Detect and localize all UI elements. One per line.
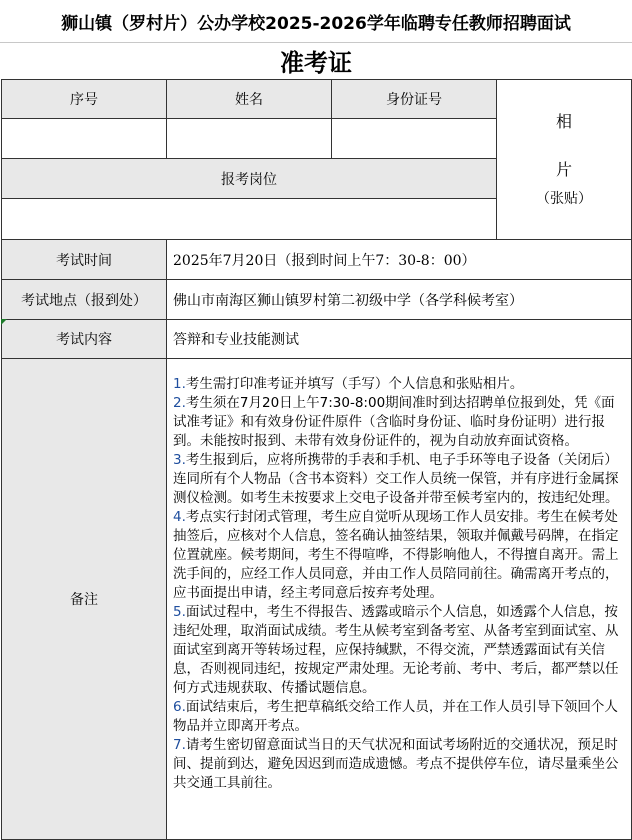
remark-item — [173, 736, 623, 793]
remarks-list — [173, 375, 623, 793]
ticket-heading: 准考证 — [280, 48, 352, 77]
photo-char-1: 相 — [555, 111, 572, 131]
remark-number: 4. — [173, 509, 186, 525]
remark-text: 考生需打印准考证并填写（手写）个人信息和张贴相片。 — [185, 376, 524, 392]
remark-item — [173, 394, 623, 451]
exam-content-value: 答辩和专业技能测试 — [166, 319, 632, 359]
serial-value-field[interactable] — [1, 118, 167, 159]
remark-number: 2. — [173, 395, 186, 411]
remarks-label: 备注 — [1, 358, 167, 840]
id-number-header: 身份证号 — [331, 79, 497, 119]
remark-number: 6. — [173, 699, 186, 715]
exam-place-label: 考试地点（报到处） — [1, 279, 167, 320]
exam-time-value: 2025年7月20日（报到时间上午7：30-8：00） — [166, 239, 632, 280]
remark-item — [173, 698, 623, 736]
remark-number: 3. — [173, 452, 186, 468]
remark-item — [173, 375, 623, 394]
exam-place-value: 佛山市南海区狮山镇罗村第二初级中学（各学科候考室） — [166, 279, 632, 320]
remark-number: 5. — [173, 604, 186, 620]
photo-note: （张贴） — [536, 190, 592, 207]
remark-text: 请考生密切留意面试当日的天气状况和面试考场附近的交通状况，预足时间、提前到达，避免因迟到而造成遗憾。考点不提供停车位，请尽量乘坐公共交通工具前往。 — [173, 737, 619, 791]
remark-number: 7. — [173, 737, 186, 753]
exam-content-label: 考试内容 — [1, 319, 167, 359]
remarks-content — [166, 358, 632, 840]
remark-text: 考生须在7月20日上午7:30-8:00期间准时到达招聘单位报到处，凭《面试准考证》和有效身份证件原件（含临时身份证、临时身份证明）进行报到。未能按时报到、未带有效身份证件的，视为自动放弃面试资格。 — [173, 395, 615, 449]
id-number-value-field[interactable] — [331, 118, 497, 159]
remark-text: 面试结束后，考生把草稿纸交给工作人员，并在工作人员引导下领回个人物品并立即离开考点。 — [173, 699, 618, 734]
remark-item — [173, 508, 623, 603]
remark-item — [173, 603, 623, 698]
remark-item — [173, 451, 623, 508]
cell-comment-marker — [1, 319, 7, 325]
name-header: 姓名 — [166, 79, 332, 119]
position-value-field[interactable] — [1, 198, 497, 240]
remark-text: 考点实行封闭式管理，考生应自觉听从现场工作人员安排。考生在候考处抽签后，应核对个人信息，签名确认抽签结果，领取并佩戴号码牌，在指定位置就座。候考期间，考生不得喧哗，不得影响他人，不得擅自离开。需上洗手间的，应经工作人员同意，并由工作人员陪同前往。确需离开考点的，应书面提出申请，经主考同意后按弃考处理。 — [173, 509, 619, 601]
remark-text: 面试过程中，考生不得报告、透露或暗示个人信息，如透露个人信息，按违纪处理，取消面试成绩。考生从候考室到备考室、从备考室到面试室、从面试室到离开等转场过程，应保持缄默，不得交流，严禁透露面试有关信息，否则视同违纪，按规定严肃处理。无论考前、考中、考后，都严禁以任何方式违规获取、传播试题信息。 — [173, 604, 619, 696]
position-header: 报考岗位 — [1, 158, 497, 199]
exam-time-label: 考试时间 — [1, 239, 167, 280]
name-value-field[interactable] — [166, 118, 332, 159]
document-title: 狮山镇（罗村片）公办学校2025-2026学年临聘专任教师招聘面试 — [0, 0, 632, 43]
photo-box — [496, 79, 632, 240]
photo-char-2: 片 — [555, 159, 572, 179]
remark-number: 1. — [173, 376, 186, 392]
remark-text: 考生报到后，应将所携带的手表和手机、电子手环等电子设备（关闭后）连同所有个人物品（含书本资料）交工作人员统一保管，并有序进行金属探测仪检测。如考生未按要求上交电子设备并带至候考室内的，按违纪处理。 — [173, 452, 619, 506]
serial-header: 序号 — [1, 79, 167, 119]
